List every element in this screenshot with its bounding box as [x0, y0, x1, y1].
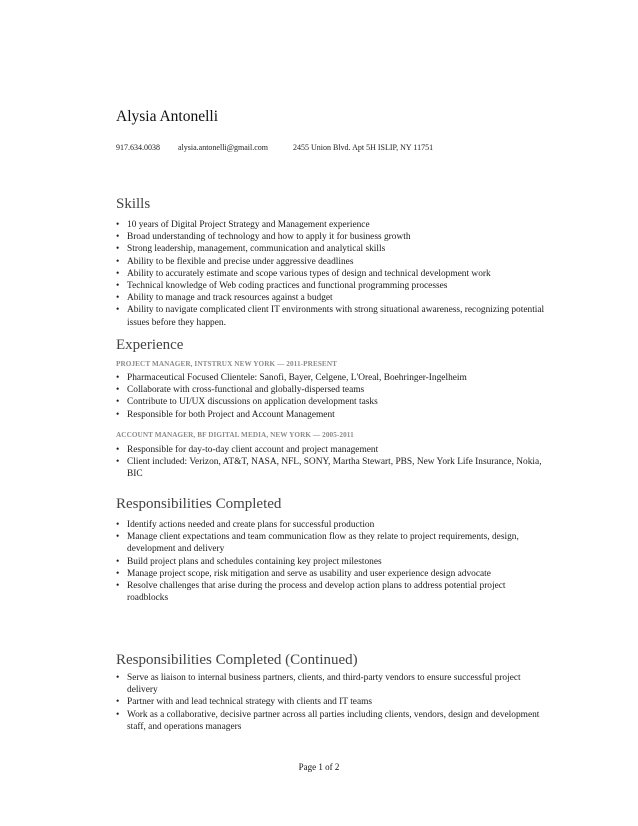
skill-item: • Technical knowledge of Web coding practices and functional programming processes: [116, 280, 546, 292]
candidate-name: Alysia Antonelli: [116, 108, 219, 125]
skill-item: • Ability to navigate complicated client IT environments with strong situational awareness, recognizing potential issues before they happen.: [116, 304, 546, 328]
job-duty-item: • Collaborate with cross-functional and globally-dispersed teams: [116, 384, 546, 396]
skill-item: • Ability to manage and track resources against a budget: [116, 292, 546, 304]
responsibilities-heading: Responsibilities Completed: [116, 496, 282, 512]
responsibility-item: • Manage client expectations and team communication flow as they relate to project requirements, design, development and delivery: [116, 531, 546, 555]
postal-address: 2455 Union Blvd. Apt 5H ISLIP, NY 11751: [293, 143, 434, 152]
skill-item: • Strong leadership, management, communication and analytical skills: [116, 243, 546, 255]
job-duty-item: • Contribute to UI/UX discussions on application development tasks: [116, 396, 546, 408]
skill-item: • Ability to be flexible and precise under aggressive deadlines: [116, 256, 546, 268]
responsibility-item: • Manage project scope, risk mitigation and serve as usability and user experience design advocate: [116, 568, 546, 580]
skill-item: • Broad understanding of technology and how to apply it for business growth: [116, 231, 546, 243]
skills-heading: Skills: [116, 196, 151, 212]
responsibility-item: • Resolve challenges that arise during the process and develop action plans to address potential project roadblocks: [116, 580, 546, 604]
responsibilities-list: [116, 519, 546, 604]
responsibility-item: • Serve as liaison to internal business partners, clients, and third-party vendors to ensure successful project delivery: [116, 672, 546, 696]
responsibilities-continued-heading: Responsibilities Completed (Continued): [116, 652, 358, 668]
skill-item: • 10 years of Digital Project Strategy and Management experience: [116, 219, 546, 231]
email-address: alysia.antonelli@gmail.com: [178, 143, 269, 152]
skill-item: • Ability to accurately estimate and scope various types of design and technical development work: [116, 268, 546, 280]
experience-heading: Experience: [116, 337, 184, 353]
responsibility-item: • Work as a collaborative, decisive partner across all parties including clients, vendors, design and development staff, and operations managers: [116, 709, 546, 733]
responsibility-item: • Identify actions needed and create plans for successful production: [116, 519, 546, 531]
responsibility-item: • Partner with and lead technical strategy with clients and IT teams: [116, 696, 546, 708]
job-heading: ACCOUNT MANAGER, BF DIGITAL MEDIA, NEW YORK — 2005-2011: [116, 431, 354, 439]
job-duties-list: [116, 372, 546, 421]
job-heading: PROJECT MANAGER, INTSTRUX NEW YORK — 2011-PRESENT: [116, 360, 338, 368]
job-duty-item: • Client included: Verizon, AT&T, NASA, NFL, SONY, Martha Stewart, PBS, New York Life Insurance, Nokia, BIC: [116, 456, 546, 480]
job-duties-list: [116, 444, 546, 481]
phone-number: 917.634.0038: [116, 143, 160, 152]
job-duty-item: • Responsible for day-to-day client account and project management: [116, 444, 546, 456]
responsibilities-continued-list: [116, 672, 546, 733]
job-duty-item: • Responsible for both Project and Account Management: [116, 409, 546, 421]
responsibility-item: • Build project plans and schedules containing key project milestones: [116, 556, 546, 568]
skills-list: [116, 219, 546, 329]
contact-line: [116, 143, 433, 152]
job-duty-item: • Pharmaceutical Focused Clientele: Sanofi, Bayer, Celgene, L'Oreal, Boehringer-Ingelheim: [116, 372, 546, 384]
page-number: Page 1 of 2: [298, 762, 340, 772]
